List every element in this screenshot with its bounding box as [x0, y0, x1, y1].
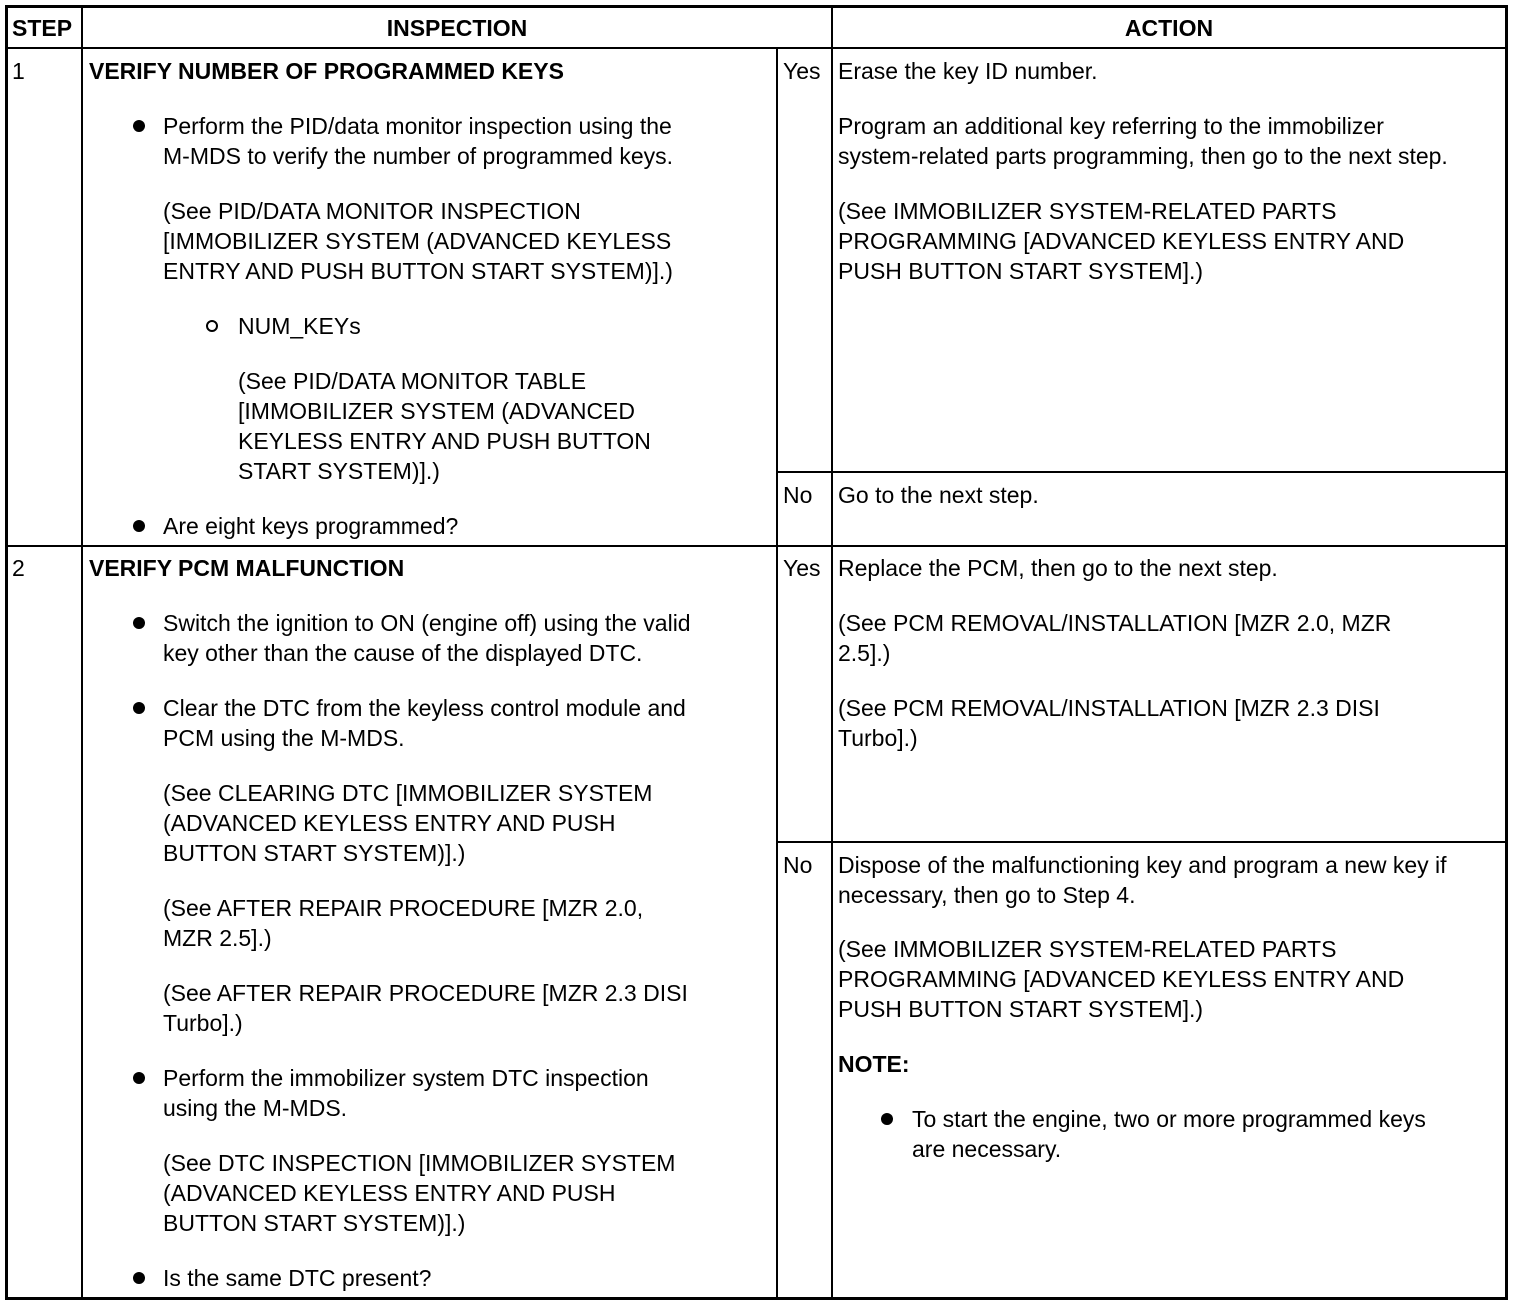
step2-ref1-line3: BUTTON START SYSTEM)].)	[163, 840, 466, 866]
step2-bullet2-line1: Clear the DTC from the keyless control module and	[163, 695, 686, 721]
step1-bullet1-line2: M-MDS to verify the number of programmed keys.	[163, 143, 673, 169]
step2-yes-line1: Replace the PCM, then go to the next step.	[838, 555, 1278, 581]
step1-ref1-line2: [IMMOBILIZER SYSTEM (ADVANCED KEYLESS	[163, 228, 672, 254]
step2-no-line1: Dispose of the malfunctioning key and program a new key if	[838, 852, 1447, 878]
step2-yes-line2: (See PCM REMOVAL/INSTALLATION [MZR 2.0, MZR	[838, 610, 1392, 636]
divider-step2-yes-no	[776, 841, 1508, 843]
divider-step1-yes-no	[776, 471, 1508, 473]
bullet-icon	[133, 1272, 145, 1284]
step1-yes-line4: (See IMMOBILIZER SYSTEM-RELATED PARTS	[838, 198, 1337, 224]
note-label: NOTE:	[838, 1051, 910, 1077]
step1-sub-item: NUM_KEYs	[238, 313, 361, 339]
step2-yes-line5: Turbo].)	[838, 725, 918, 751]
step2-no-line4: PROGRAMMING [ADVANCED KEYLESS ENTRY AND	[838, 966, 1405, 992]
step1-yes-line6: PUSH BUTTON START SYSTEM].)	[838, 258, 1204, 284]
step2-ref2-line1: (See AFTER REPAIR PROCEDURE [MZR 2.0,	[163, 895, 644, 921]
bullet-icon	[133, 617, 145, 629]
step2-ref4-line3: BUTTON START SYSTEM)].)	[163, 1210, 466, 1236]
step2-no-line3: (See IMMOBILIZER SYSTEM-RELATED PARTS	[838, 936, 1337, 962]
step1-yes-line5: PROGRAMMING [ADVANCED KEYLESS ENTRY AND	[838, 228, 1405, 254]
step2-yes-label: Yes	[783, 555, 821, 581]
step2-ref2-line2: MZR 2.5].)	[163, 925, 272, 951]
step1-question: Are eight keys programmed?	[163, 513, 459, 539]
step2-title: VERIFY PCM MALFUNCTION	[89, 555, 405, 581]
divider-yesno-col	[776, 48, 778, 1300]
step1-subref-line4: START SYSTEM)].)	[238, 458, 440, 484]
step2-bullet3-line2: using the M-MDS.	[163, 1095, 348, 1121]
step1-subref-line2: [IMMOBILIZER SYSTEM (ADVANCED	[238, 398, 636, 424]
note-line1: To start the engine, two or more programmed keys	[912, 1106, 1426, 1132]
step1-yes-line2: Program an additional key referring to the immobilizer	[838, 113, 1384, 139]
step2-ref4-line2: (ADVANCED KEYLESS ENTRY AND PUSH	[163, 1180, 616, 1206]
step1-number: 1	[12, 58, 25, 84]
step2-number: 2	[12, 555, 25, 581]
step2-bullet1-line2: key other than the cause of the displayed DTC.	[163, 640, 643, 666]
step2-no-label: No	[783, 852, 813, 878]
step2-ref1-line2: (ADVANCED KEYLESS ENTRY AND PUSH	[163, 810, 616, 836]
step2-no-line2: necessary, then go to Step 4.	[838, 882, 1136, 908]
step2-ref3-line1: (See AFTER REPAIR PROCEDURE [MZR 2.3 DISI	[163, 980, 688, 1006]
step2-no-line5: PUSH BUTTON START SYSTEM].)	[838, 996, 1204, 1022]
step2-ref4-line1: (See DTC INSPECTION [IMMOBILIZER SYSTEM	[163, 1150, 676, 1176]
header-inspection: INSPECTION	[386, 15, 528, 41]
circle-bullet-icon	[206, 320, 218, 332]
step1-subref-line1: (See PID/DATA MONITOR TABLE	[238, 368, 587, 394]
step1-yes-line3: system-related parts programming, then go to the next step.	[838, 143, 1448, 169]
step2-yes-line3: 2.5].)	[838, 640, 891, 666]
step2-question: Is the same DTC present?	[163, 1265, 432, 1291]
divider-inspection-action	[831, 5, 833, 1300]
step2-bullet2-line2: PCM using the M-MDS.	[163, 725, 405, 751]
step2-yes-line4: (See PCM REMOVAL/INSTALLATION [MZR 2.3 DISI	[838, 695, 1380, 721]
bullet-icon	[881, 1113, 893, 1125]
step2-bullet1-line1: Switch the ignition to ON (engine off) using the valid	[163, 610, 691, 636]
step1-title: VERIFY NUMBER OF PROGRAMMED KEYS	[89, 58, 564, 84]
step1-no-line1: Go to the next step.	[838, 482, 1039, 508]
step1-yes-label: Yes	[783, 58, 821, 84]
step1-ref1-line3: ENTRY AND PUSH BUTTON START SYSTEM)].)	[163, 258, 673, 284]
step1-ref1-line1: (See PID/DATA MONITOR INSPECTION	[163, 198, 581, 224]
divider-step-col	[81, 5, 83, 1300]
bullet-icon	[133, 120, 145, 132]
note-line2: are necessary.	[912, 1136, 1062, 1162]
step2-bullet3-line1: Perform the immobilizer system DTC inspection	[163, 1065, 649, 1091]
step2-ref1-line1: (See CLEARING DTC [IMMOBILIZER SYSTEM	[163, 780, 653, 806]
bullet-icon	[133, 702, 145, 714]
divider-header-row	[5, 47, 1508, 49]
step1-bullet1-line1: Perform the PID/data monitor inspection using the	[163, 113, 672, 139]
divider-step1-step2	[5, 545, 1508, 547]
step1-subref-line3: KEYLESS ENTRY AND PUSH BUTTON	[238, 428, 651, 454]
bullet-icon	[133, 520, 145, 532]
step2-ref3-line2: Turbo].)	[163, 1010, 243, 1036]
step1-yes-line1: Erase the key ID number.	[838, 58, 1098, 84]
bullet-icon	[133, 1072, 145, 1084]
step1-no-label: No	[783, 482, 813, 508]
header-action: ACTION	[1124, 15, 1214, 41]
header-step: STEP	[12, 15, 73, 41]
